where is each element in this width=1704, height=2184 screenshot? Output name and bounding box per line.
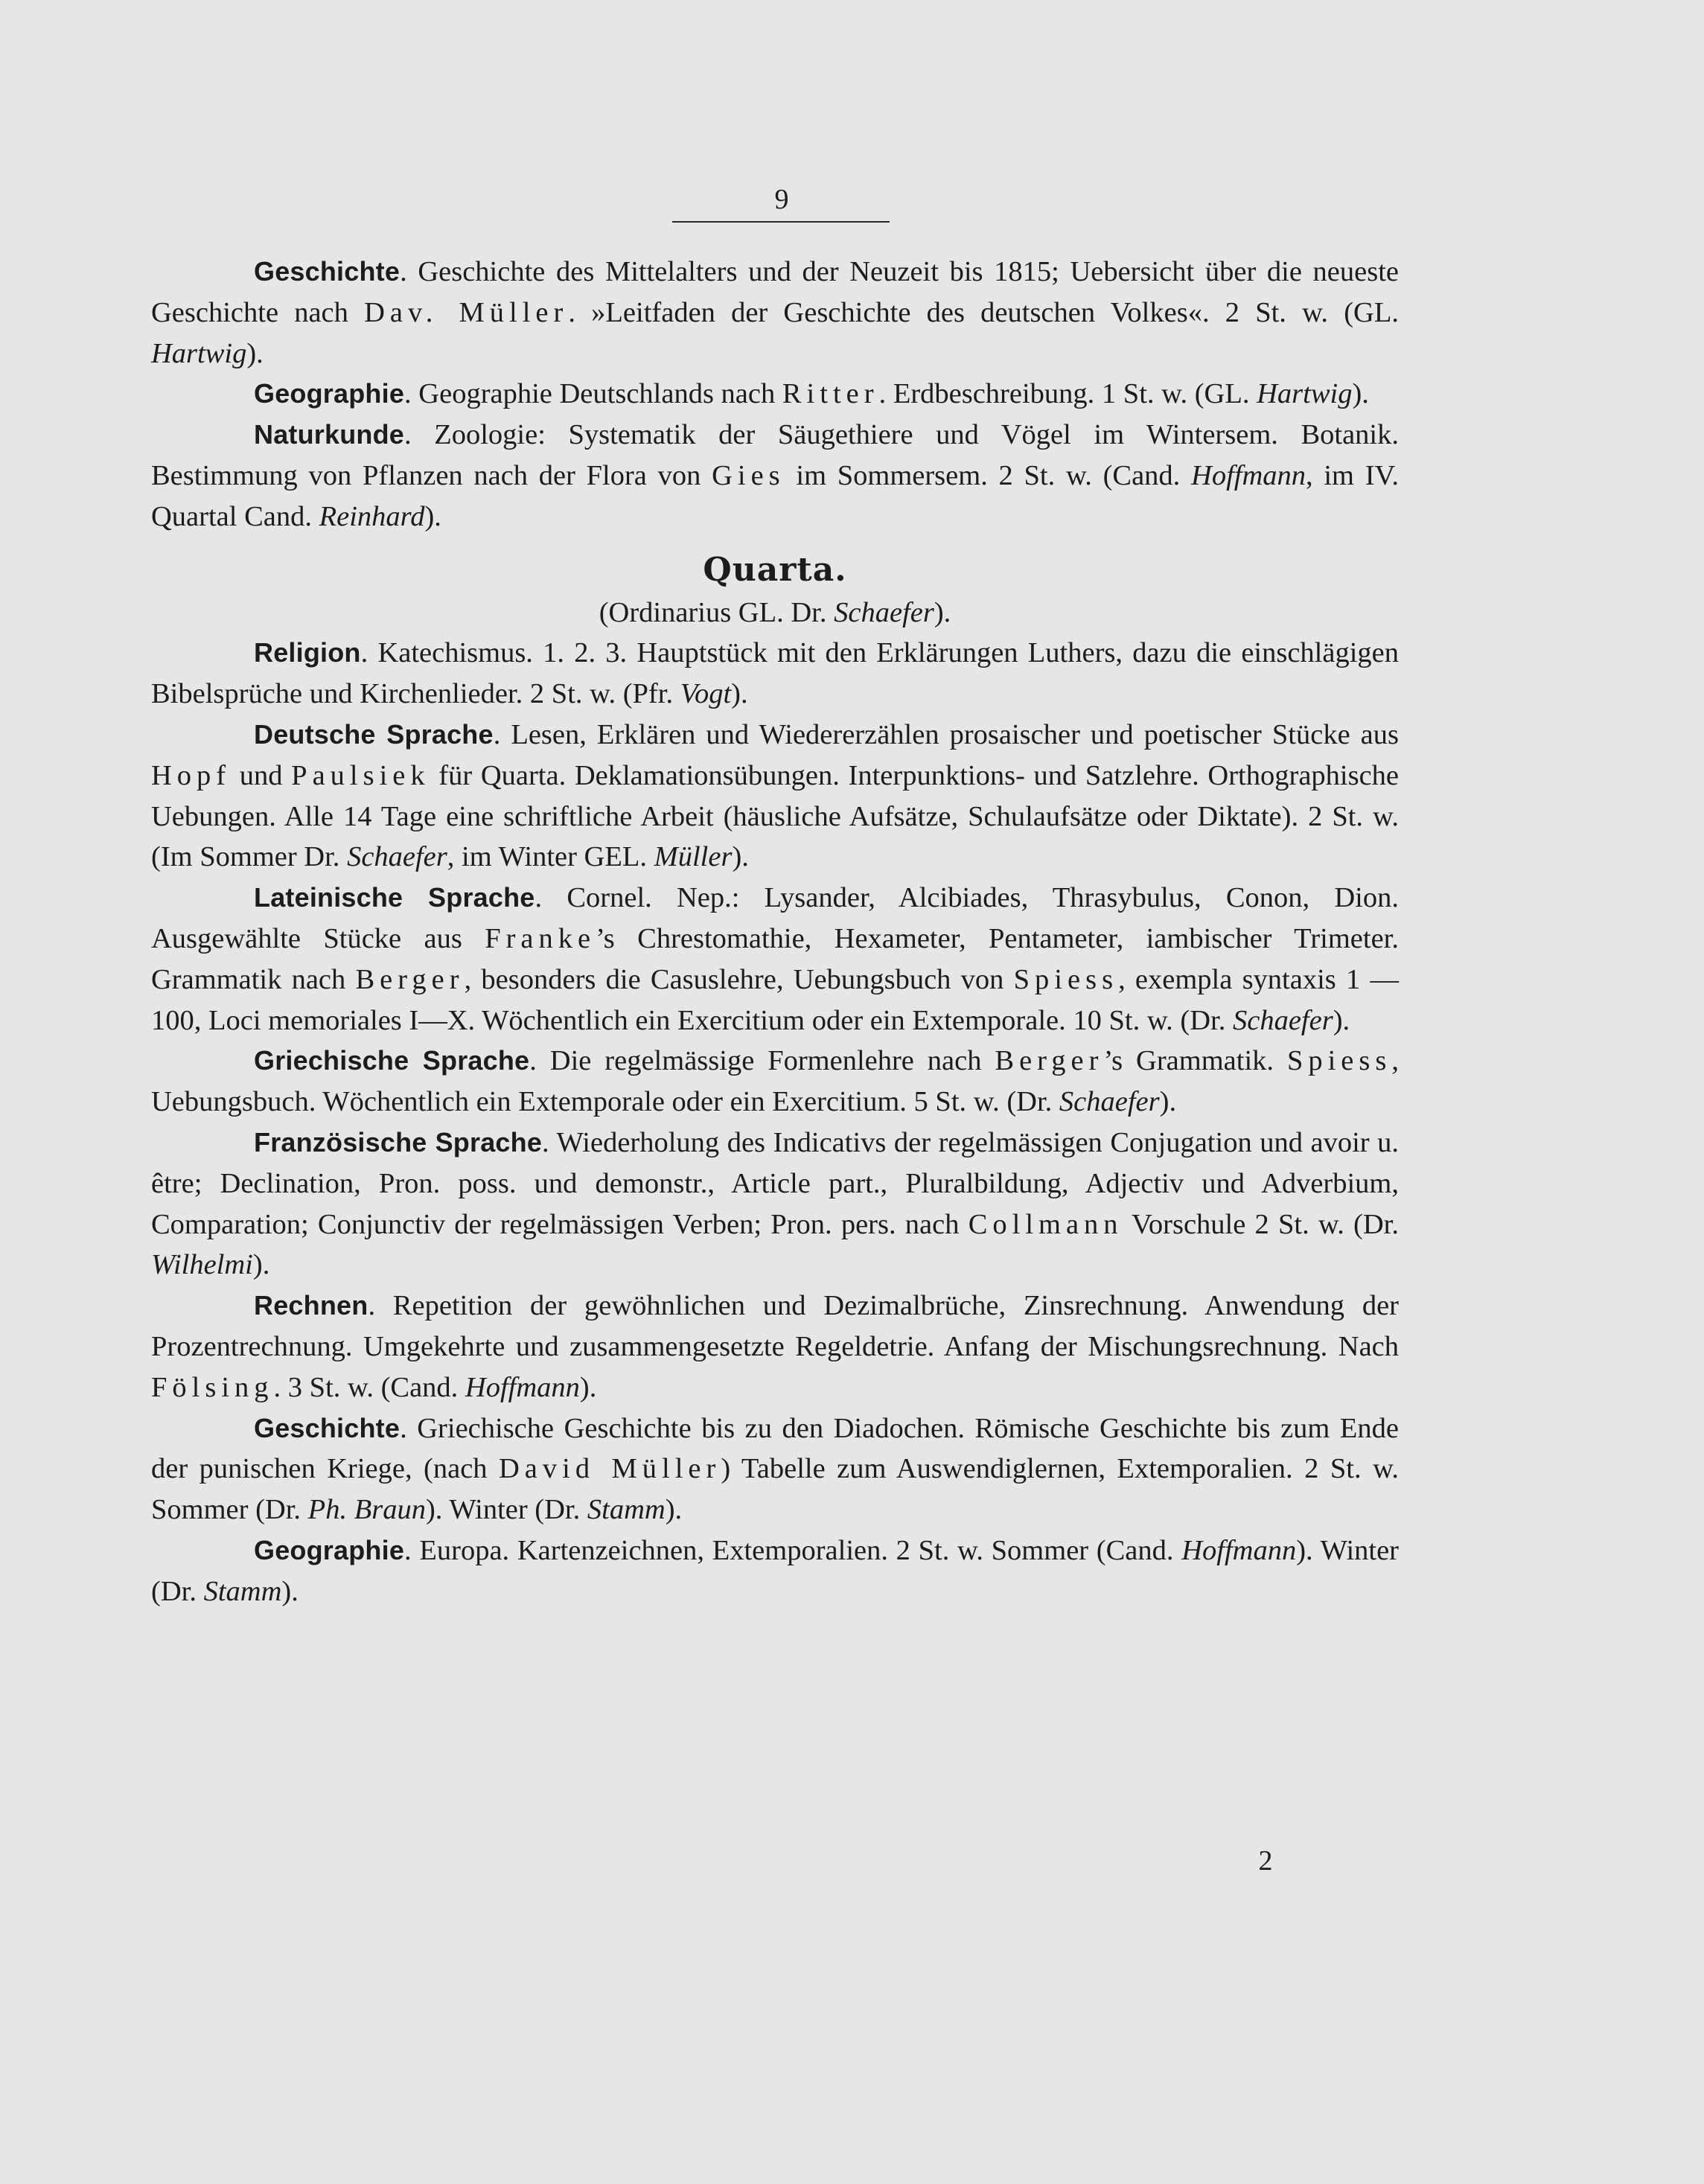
text-run: . Wiederholung des Indicativs der regelmässigen Conjugation und avoir u. être; Declination, Pron. poss. und demonstr., Article part., Pluralbildung, Adjectiv und Adverbium, Comparation; Conjunctiv der regelmässigen Verben; Pron. pers. nach [151, 1126, 1399, 1240]
author-name: Berger [995, 1045, 1104, 1077]
text-run: ). [665, 1494, 683, 1526]
subject-name: Rechnen [254, 1290, 368, 1321]
text-run: . Erdbeschreibung. 1 St. w. (GL. [878, 378, 1257, 410]
text-run: . Die regelmässige Formenlehre nach [529, 1045, 995, 1077]
person-name: Schaefer [1059, 1086, 1160, 1118]
text-run: , besonders die Casuslehre, Uebungsbuch von [464, 963, 1014, 995]
subject-name: Naturkunde [254, 419, 405, 450]
author-name: Berger [355, 963, 465, 995]
person-name: Hoffmann [465, 1371, 580, 1403]
text-run: . Zoologie: Systematik der Säugethiere und Vögel im Wintersem. Botanik. Bestimmung von Pflanzen nach der Flora von [151, 419, 1399, 491]
document-body [151, 252, 1399, 1612]
text-run: ). [246, 337, 264, 369]
text-run: . Geschichte des Mittelalters und der Neuzeit bis 1815; Uebersicht über die neueste Geschichte nach [151, 256, 1399, 328]
text-run: ). [731, 678, 748, 710]
author-name: Fölsing [151, 1371, 274, 1403]
author-name: Hopf [151, 759, 232, 791]
text-run: ). [934, 596, 951, 628]
text-run: . Cornel. Nep.: Lysander, Alcibiades, Thrasybulus, Conon, Dion. Ausgewählte Stücke aus [151, 882, 1399, 954]
subject-name: Deutsche Sprache [254, 718, 494, 750]
subject-name: Geographie [254, 378, 405, 409]
person-name: Wilhelmi [151, 1249, 253, 1281]
subject-paragraph [151, 374, 1399, 415]
text-run: . »Leitfaden der Geschichte des deutschen Volkes«. 2 St. w. (GL. [568, 296, 1399, 328]
author-name: Collmann [968, 1208, 1123, 1240]
text-run: ’s Grammatik. [1103, 1045, 1287, 1077]
subject-name: Geschichte [254, 256, 401, 287]
author-name: Gies [712, 459, 785, 491]
subject-paragraph [151, 415, 1399, 537]
subject-name: Geschichte [254, 1412, 401, 1443]
author-name: Spiess [1013, 963, 1119, 995]
text-run: ) Tabelle zum Auswendiglernen, Extemporalien. 2 St. w. Sommer (Dr. [151, 1453, 1399, 1526]
text-run: ’s Chrestomathie, Hexameter, Pentameter, iambischer Trimeter. Grammatik nach [151, 922, 1399, 995]
text-run: im Sommersem. 2 St. w. (Cand. [785, 459, 1192, 491]
text-run: und [231, 759, 292, 791]
subject-paragraph [151, 633, 1399, 715]
subject-paragraph [151, 715, 1399, 878]
text-run: . Lesen, Erklären und Wiedererzählen prosaischer und poetischer Stücke aus [493, 718, 1399, 750]
subject-paragraph [151, 252, 1399, 374]
subject-paragraph [151, 1041, 1399, 1123]
page-number: 9 [774, 184, 789, 215]
text-run: ). [1159, 1086, 1177, 1118]
person-name: Müller [654, 841, 733, 873]
text-run: ). [424, 500, 441, 532]
person-name: Vogt [680, 678, 732, 710]
text-run: ). Winter (Dr. [151, 1534, 1399, 1607]
person-name: Schaefer [834, 596, 934, 628]
author-name: Paulsiek [291, 759, 430, 791]
person-name: Hoffmann [1181, 1534, 1297, 1566]
person-name: Hoffmann [1191, 459, 1306, 491]
subject-paragraph [151, 1286, 1399, 1408]
text-run: ). Winter (Dr. [425, 1494, 587, 1526]
text-run: . 3 St. w. (Cand. [273, 1371, 465, 1403]
text-run: . Katechismus. 1. 2. 3. Hauptstück mit den Erklärungen Luthers, dazu die einschlägigen Bibelsprüche und Kirchenlieder. 2 St. w. (Pfr. [151, 637, 1399, 710]
text-run: (Ordinarius GL. Dr. [599, 596, 835, 628]
subject-name: Lateinische Sprache [254, 882, 535, 913]
text-run: . Griechische Geschichte bis zu den Diadochen. Römische Geschichte bis zum Ende der punischen Kriege, (nach [151, 1412, 1399, 1485]
subject-paragraph [151, 878, 1399, 1041]
subject-paragraph [151, 1123, 1399, 1286]
author-name: David Müller [499, 1453, 721, 1485]
subject-paragraph [151, 1408, 1399, 1530]
text-run: ). [579, 1371, 597, 1403]
person-name: Hartwig [1257, 378, 1353, 410]
person-name: Reinhard [319, 500, 425, 532]
person-name: Stamm [587, 1494, 666, 1526]
subject-name: Geographie [254, 1534, 405, 1565]
person-name: Hartwig [151, 337, 247, 369]
author-name: Franke [485, 922, 596, 954]
text-run: Vorschule 2 St. w. (Dr. [1123, 1208, 1399, 1240]
text-run: . Europa. Kartenzeichnen, Extemporalien. 2 St. w. Sommer (Cand. [404, 1534, 1182, 1566]
subject-name: Religion [254, 637, 361, 668]
signature-mark: 2 [1258, 1845, 1273, 1877]
section-heading: Quarta. [703, 550, 847, 589]
subject-paragraph [151, 1530, 1399, 1612]
text-run: . Geographie Deutschlands nach [404, 378, 782, 410]
text-run: für Quarta. Deklamationsübungen. Interpunktions- und Satzlehre. Orthographische Uebungen. Alle 14 Tage eine schriftliche Arbeit (häusliche Aufsätze, Schulaufsätze oder Diktate). 2 St. w. (Im Sommer Dr. [151, 759, 1400, 873]
text-run: ). [1352, 378, 1369, 410]
header-rule [672, 221, 890, 223]
text-run: ). [281, 1575, 299, 1607]
person-name: Schaefer [1232, 1004, 1333, 1036]
text-run: , im IV. Quartal Cand. [151, 459, 1399, 532]
person-name: Stamm [203, 1575, 282, 1607]
section-subheading [151, 593, 1399, 633]
subject-name: Französische Sprache [254, 1126, 543, 1158]
text-run: , im Winter GEL. [447, 841, 654, 873]
author-name: Spiess [1286, 1045, 1392, 1077]
person-name: Ph. Braun [307, 1494, 426, 1526]
text-run: , Uebungsbuch. Wöchentlich ein Extemporale oder ein Exercitium. 5 St. w. (Dr. [151, 1045, 1399, 1118]
text-run: ). [1333, 1004, 1350, 1036]
text-run: , exempla syntaxis 1 — 100, Loci memoriales I—X. Wöchentlich ein Exercitium oder ein Extemporale. 10 St. w. (Dr. [151, 963, 1399, 1036]
author-name: Dav. Müller [364, 296, 569, 328]
person-name: Schaefer [347, 841, 447, 873]
text-run: ). [732, 841, 749, 873]
author-name: Ritter [782, 378, 879, 410]
subject-name: Griechische Sprache [254, 1045, 530, 1076]
text-run: ). [252, 1249, 270, 1281]
text-run: . Repetition der gewöhnlichen und Dezimalbrüche, Zinsrechnung. Anwendung der Prozentrechnung. Umgekehrte und zusammengesetzte Regeldetrie. Anfang der Mischungsrechnung. Nach [151, 1290, 1399, 1362]
